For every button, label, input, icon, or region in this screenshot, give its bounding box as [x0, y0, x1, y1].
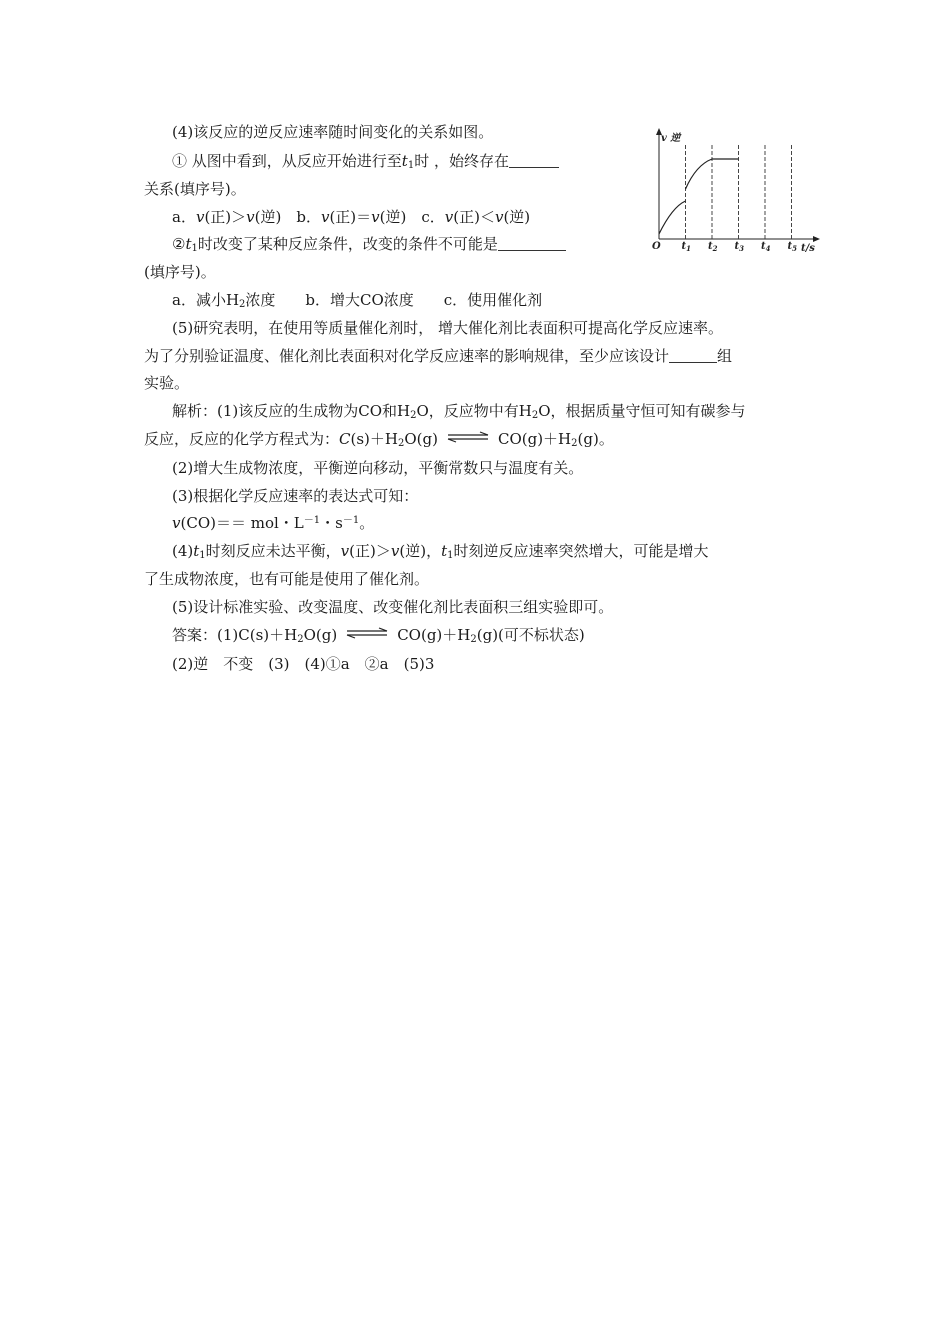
q4-sub2-tail: (填序号)。 [144, 263, 216, 281]
tick-label-t5: $t_5$ [787, 241, 797, 253]
analysis-p5: v(CO)＝＝ mol・$L^{-1}$・$s^{-1}$。 [172, 514, 375, 532]
analysis-p8: (5)设计标准实验、改变温度、改变催化剂比表面积三组实验即可。 [172, 598, 614, 616]
answer-blank-3[interactable] [669, 347, 717, 363]
answer-line-1: 答案：$(1)C(s)+H_2O(g)$ $CO(g)+H_2(g)$(可不标状态) [172, 626, 585, 645]
q4-sub1-line: ① 从图中看到，从反应开始进行至$t_1$时 ，始终存在 [172, 151, 559, 171]
analysis-p6: $(4)t_1$时刻反应未达平衡，v(正)＞v(逆)，$t_1$时刻逆反应速率突然增大，可能是增大 [172, 542, 709, 561]
analysis-p1: 解析：(1)该反应的生成物为CO和$H_2O$，反应物中有$H_2O$，根据质量守恒可知有碳参与 [172, 402, 746, 421]
tick-label-t3: $t_3$ [734, 241, 744, 253]
equilibrium-arrow-icon [345, 627, 389, 639]
q5-line-3: 实验。 [144, 374, 190, 392]
x-axis-arrow-icon [813, 236, 820, 242]
chart-series [659, 159, 739, 234]
tick-label-t2: $t_2$ [708, 241, 718, 253]
rate-time-chart [645, 125, 825, 257]
series-line-1 [659, 201, 686, 234]
q4-options-2: a．减小$H_2$浓度 b．增大CO浓度 c．使用催化剂 [172, 291, 543, 310]
q5-line-2: 为了分别验证温度、催化剂比表面积对化学反应速率的影响规律，至少应该设计 组 [144, 347, 733, 365]
answer-blank-2[interactable] [498, 235, 566, 251]
analysis-p7: 了生成物浓度，也有可能是使用了催化剂。 [144, 570, 430, 588]
q4-sub2-line: $②t_1$时改变了某种反应条件，改变的条件不可能是 [172, 234, 566, 254]
analysis-p3: (2)增大生成物浓度，平衡逆向移动，平衡常数只与温度有关。 [172, 459, 584, 477]
answer-line-2: (2)逆 不变 (3) (4)①a ②a (5)3 [172, 655, 435, 673]
answer-blank-1[interactable] [509, 152, 559, 168]
q4-intro: (4)该反应的逆反应速率随时间变化的关系如图。 [172, 123, 494, 141]
analysis-p2: 反应，反应的化学方程式为：$C(s)+H_2O(g)$ $CO(g)+H_2(g)$。 [144, 430, 614, 449]
tick-label-t1: $t_1$ [681, 241, 691, 253]
equilibrium-arrow-icon [446, 431, 490, 443]
chart-ticks [682, 145, 798, 253]
x-axis-label: t/s [801, 243, 815, 254]
q5-line-1: (5)研究表明，在使用等质量催化剂时， 增大催化剂比表面积可提高化学反应速率。 [172, 319, 724, 337]
analysis-p4: (3)根据化学反应速率的表达式可知： [172, 487, 419, 505]
q4-sub1-tail: 关系(填序号)。 [144, 180, 246, 198]
y-axis-label: v 逆 [661, 133, 681, 144]
chart-axes [656, 128, 820, 242]
q4-options-1: a．v(正)＞v(逆) b．v(正)＝v(逆) c．v(正)＜v(逆) [172, 208, 531, 226]
tick-label-t4: $t_4$ [761, 241, 771, 253]
origin-label: O [652, 241, 661, 252]
